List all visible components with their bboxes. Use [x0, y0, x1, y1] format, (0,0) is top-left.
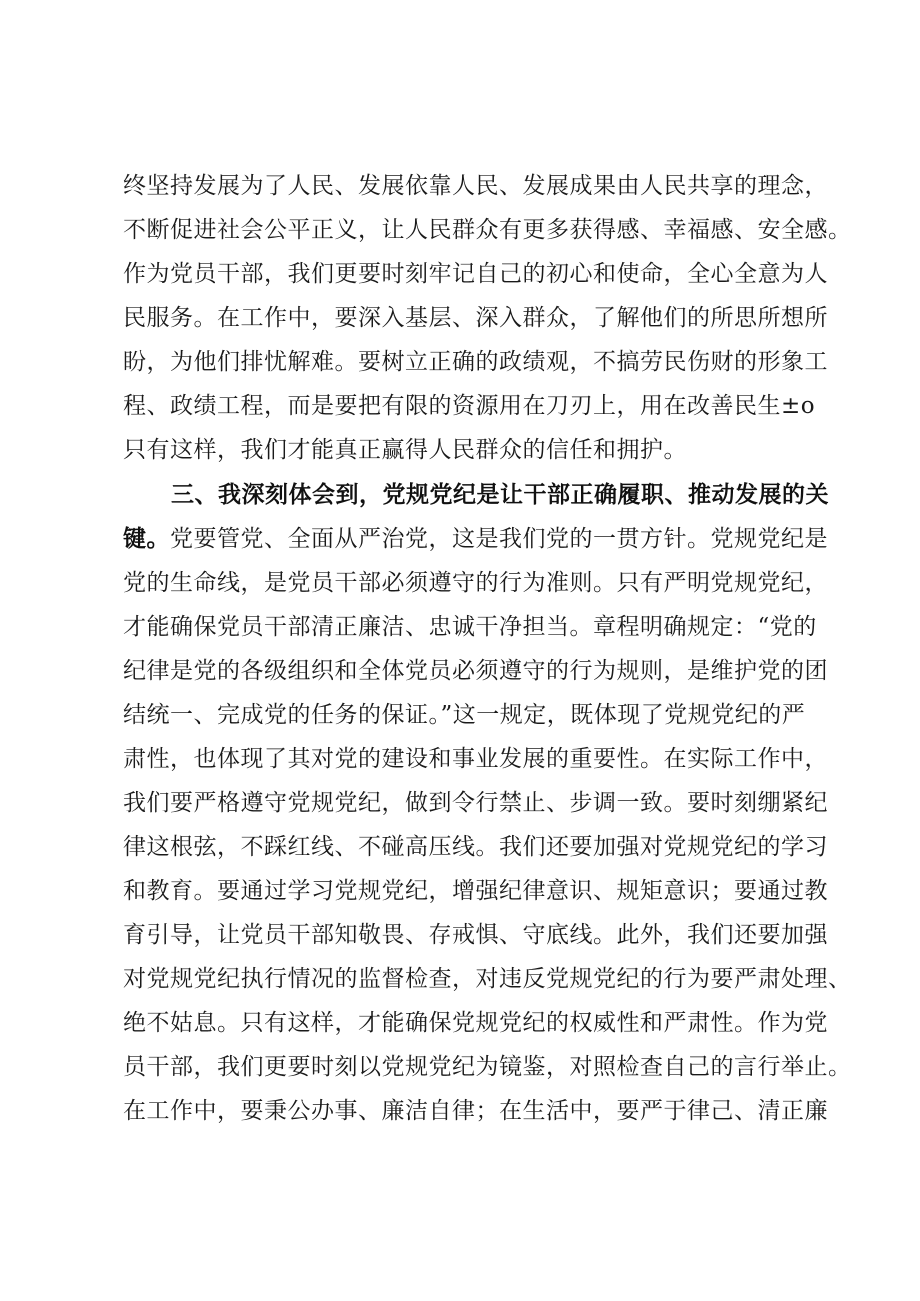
paragraph-2-line-12: 绝不姑息。只有这样，才能确保党规党纪的权威性和严肃性。作为党	[123, 1010, 828, 1036]
paragraph-1-line-6: 程、政绩工程，而是要把有限的资源用在刀刃上，用在改善民生±o	[123, 393, 816, 419]
paragraph-2-line-1	[123, 519, 828, 559]
paragraph-1-line-2: 不断促进社会公平正义，让人民群众有更多获得感、幸福感、安全感。	[123, 217, 852, 243]
paragraph-2-line-7: 我们要严格遵守党规党纪，做到令行禁止、步调一致。要时刻绷紧纪	[123, 790, 828, 816]
paragraph-2-line-6: 肃性，也体现了其对党的建设和事业发展的重要性。在实际工作中，	[123, 746, 828, 772]
paragraph-1-line-1: 终坚持发展为了人民、发展依靠人民、发展成果由人民共享的理念，	[123, 173, 828, 199]
paragraph-2-line-13: 员干部，我们更要时刻以党规党纪为镜鉴，对照检查自己的言行举止。	[123, 1054, 852, 1080]
paragraph-2-line-10: 育引导，让党员干部知敬畏、存戒惧、守底线。此外，我们还要加强	[123, 922, 828, 948]
paragraph-2-line-11: 对党规党纪执行情况的监督检查，对违反党规党纪的行为要严肃处理、	[123, 966, 852, 992]
paragraph-2-line-1-text: 党要管党、全面从严治党，这是我们党的一贯方针。党规党纪是	[170, 526, 828, 552]
paragraph-1-line-5: 盼，为他们排忧解难。要树立正确的政绩观，不搞劳民伤财的形象工	[123, 349, 828, 375]
paragraph-1-line-7: 只有这样，我们才能真正赢得人民群众的信任和拥护。	[123, 437, 687, 463]
paragraph-2-line-9: 和教育。要通过学习党规党纪，增强纪律意识、规矩意识；要通过教	[123, 878, 828, 904]
section-heading-tail: 键。	[123, 526, 170, 552]
paragraph-2-line-4: 纪律是党的各级组织和全体党员必须遵守的行为规则，是维护党的团	[123, 658, 828, 684]
paragraph-2-line-3: 才能确保党员干部清正廉洁、忠诚干净担当。章程明确规定：“党的	[123, 614, 817, 640]
paragraph-1-line-3: 作为党员干部，我们更要时刻牢记自己的初心和使命，全心全意为人	[123, 261, 828, 287]
paragraph-1-line-4: 民服务。在工作中，要深入基层、深入群众，了解他们的所思所想所	[123, 305, 828, 331]
paragraph-2-line-5: 结统一、完成党的任务的保证。”这一规定，既体现了党规党纪的严	[123, 702, 806, 728]
paragraph-2-line-8: 律这根弦，不踩红线、不碰高压线。我们还要加强对党规党纪的学习	[123, 834, 828, 860]
paragraph-2-line-2: 党的生命线，是党员干部必须遵守的行为准则。只有严明党规党纪，	[123, 570, 828, 596]
paragraph-2-line-14: 在工作中，要秉公办事、廉洁自律；在生活中，要严于律己、清正廉	[123, 1098, 828, 1124]
section-heading: 三、我深刻体会到，党规党纪是让干部正确履职、推动发展的关	[171, 482, 829, 508]
